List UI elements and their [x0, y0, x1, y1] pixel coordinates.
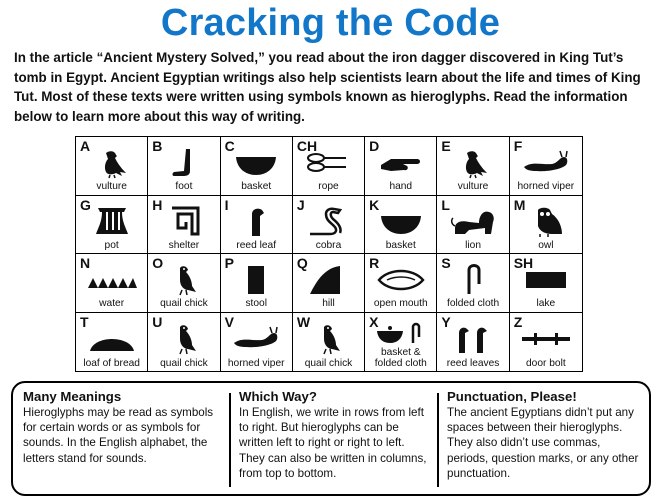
glyph-letter: J — [296, 196, 305, 213]
panel-heading: Which Way? — [239, 389, 317, 404]
open-mouth-icon — [365, 262, 436, 296]
glyph-letter: W — [296, 313, 311, 330]
glyph-letter: R — [369, 255, 380, 271]
glyph-word: folded cloth — [447, 298, 500, 309]
glyph-cell — [221, 137, 293, 196]
glyph-cell — [437, 313, 509, 372]
glyph-letter: V — [224, 313, 234, 330]
glyph-letter: S — [441, 255, 451, 271]
glyph-word: hand — [389, 181, 413, 192]
glyph-word: cobra — [315, 239, 342, 251]
page-title: Cracking the Code — [160, 2, 501, 44]
glyph-letter: I — [224, 196, 229, 213]
glyph-cell — [510, 196, 582, 255]
glyph-word: water — [99, 298, 125, 309]
glyph-word: vulture — [457, 181, 489, 192]
panel-text: Hieroglyphs may be read as symbols for certain words or as symbols for sounds. In the English alphabet, the letters stand for sounds. — [23, 406, 214, 465]
glyph-letter: L — [441, 196, 450, 213]
info-panel — [11, 381, 651, 496]
glyph-cell — [365, 313, 437, 372]
glyph-cell — [437, 254, 509, 313]
panel-which-way — [239, 389, 429, 489]
glyph-letter: E — [441, 138, 451, 154]
panel-text: The ancient Egyptians didn’t put any spaces between their hieroglyphs. They also didn’t use commas, periods, question marks, or any other punctuation. — [447, 406, 639, 480]
glyph-letter: Z — [513, 313, 523, 330]
cobra-icon — [293, 204, 364, 238]
glyph-letter: G — [80, 196, 91, 213]
glyph-word: owl — [538, 239, 554, 251]
glyph-letter: O — [152, 255, 164, 271]
intro-paragraph: In the article “Ancient Mystery Solved,” you read about the iron dagger discovered in King Tut’s tomb in Egypt. Ancient Egyptian writings also help scientists learn about the life and times of King Tut. Most of these texts were written using symbols known as hieroglyphs. Read the information below to learn more about this way of writing. — [14, 50, 641, 124]
glyph-word: stool — [245, 298, 267, 309]
quail-chick-icon — [293, 321, 364, 355]
quail-chick-icon — [148, 321, 219, 355]
glyph-word: horned viper — [227, 357, 285, 369]
glyph-cell — [76, 196, 148, 255]
quail-chick-icon — [148, 262, 219, 296]
glyph-cell — [76, 137, 148, 196]
glyph-word: vulture — [96, 181, 127, 192]
horned-viper-icon — [221, 321, 292, 355]
glyph-word: quail chick — [160, 298, 208, 309]
glyph-cell — [148, 254, 220, 313]
glyph-letter: A — [80, 138, 91, 154]
glyph-letter: X — [369, 313, 379, 330]
panel-many-meanings — [23, 389, 223, 489]
glyph-cell — [76, 254, 148, 313]
glyph-letter: Y — [441, 313, 451, 330]
glyph-letter: SH — [513, 255, 534, 271]
panel-divider — [437, 393, 439, 487]
glyph-word: loaf of bread — [83, 357, 140, 369]
glyph-letter: H — [152, 196, 163, 213]
glyph-letter: T — [80, 313, 89, 330]
glyph-cell — [76, 313, 148, 372]
hill-icon — [293, 262, 364, 296]
panel-heading: Punctuation, Please! — [447, 389, 577, 404]
glyph-word: shelter — [168, 239, 200, 251]
glyph-letter: U — [152, 313, 163, 330]
basket-icon — [221, 145, 292, 179]
glyph-letter: F — [513, 138, 523, 154]
reed-leaves-icon — [437, 321, 508, 355]
foot-icon — [148, 145, 219, 179]
glyph-letter: N — [80, 255, 91, 271]
glyph-cell — [365, 254, 437, 313]
glyph-letter: D — [369, 138, 380, 154]
glyph-word: open mouth — [373, 298, 428, 309]
reed-leaf-icon — [221, 204, 292, 238]
glyph-word: quail chick — [304, 357, 353, 369]
folded-cloth-icon — [437, 262, 508, 296]
glyph-letter: CH — [296, 138, 318, 154]
shelter-icon — [148, 204, 219, 238]
pot-icon — [76, 204, 147, 238]
glyph-word: pot — [104, 239, 119, 251]
water-icon — [76, 262, 147, 296]
glyph-cell — [293, 137, 365, 196]
glyph-letter: K — [369, 196, 380, 213]
hand-icon — [365, 145, 436, 179]
glyph-cell — [365, 137, 437, 196]
glyph-word: door bolt — [526, 357, 566, 369]
glyph-letter: P — [224, 255, 234, 271]
basket-icon — [365, 204, 436, 238]
glyph-cell — [293, 313, 365, 372]
glyph-cell — [221, 196, 293, 255]
owl-icon — [510, 204, 582, 238]
glyph-word: basket — [385, 239, 416, 251]
glyph-cell — [148, 196, 220, 255]
glyph-cell — [365, 196, 437, 255]
rope-icon — [293, 145, 364, 179]
glyph-word: hill — [322, 298, 335, 309]
glyph-cell — [148, 137, 220, 196]
glyph-cell — [510, 254, 582, 313]
glyph-letter: M — [513, 196, 526, 213]
glyph-letter: C — [224, 138, 235, 154]
vulture-icon — [437, 145, 508, 179]
horned-viper-icon — [510, 145, 582, 179]
vulture-icon — [76, 145, 147, 179]
glyph-cell — [221, 254, 293, 313]
panel-divider — [229, 393, 231, 487]
glyph-letter: Q — [296, 255, 308, 271]
glyph-cell — [148, 313, 220, 372]
panel-heading: Many Meanings — [23, 389, 122, 404]
glyph-cell — [437, 137, 509, 196]
glyph-letter: B — [152, 138, 163, 154]
door-bolt-icon — [510, 321, 582, 355]
glyph-cell — [293, 196, 365, 255]
loaf-of-bread-icon — [76, 321, 147, 355]
glyph-cell — [293, 254, 365, 313]
glyph-word: horned viper — [517, 181, 575, 192]
panel-text: In English, we write in rows from left to right. But hieroglyphs can be written left to right or right to left. They can also be written in columns, from top to bottom. — [239, 406, 427, 480]
glyph-cell — [510, 313, 582, 372]
lake-icon — [510, 262, 582, 296]
glyph-word: quail chick — [160, 357, 208, 369]
glyph-word: reed leaves — [446, 357, 500, 369]
glyph-word: basket & folded cloth — [374, 347, 427, 369]
glyph-word: basket — [241, 181, 272, 192]
glyph-word: rope — [318, 181, 339, 192]
glyph-cell — [510, 137, 582, 196]
lion-icon — [437, 204, 508, 238]
glyph-word: lion — [465, 239, 481, 251]
panel-punctuation — [447, 389, 643, 489]
glyph-cell — [221, 313, 293, 372]
glyph-cell — [437, 196, 509, 255]
glyph-word: lake — [536, 298, 556, 309]
glyph-word: reed leaf — [236, 239, 277, 251]
glyph-word: foot — [175, 181, 193, 192]
hieroglyph-chart — [75, 136, 583, 372]
stool-icon — [221, 262, 292, 296]
